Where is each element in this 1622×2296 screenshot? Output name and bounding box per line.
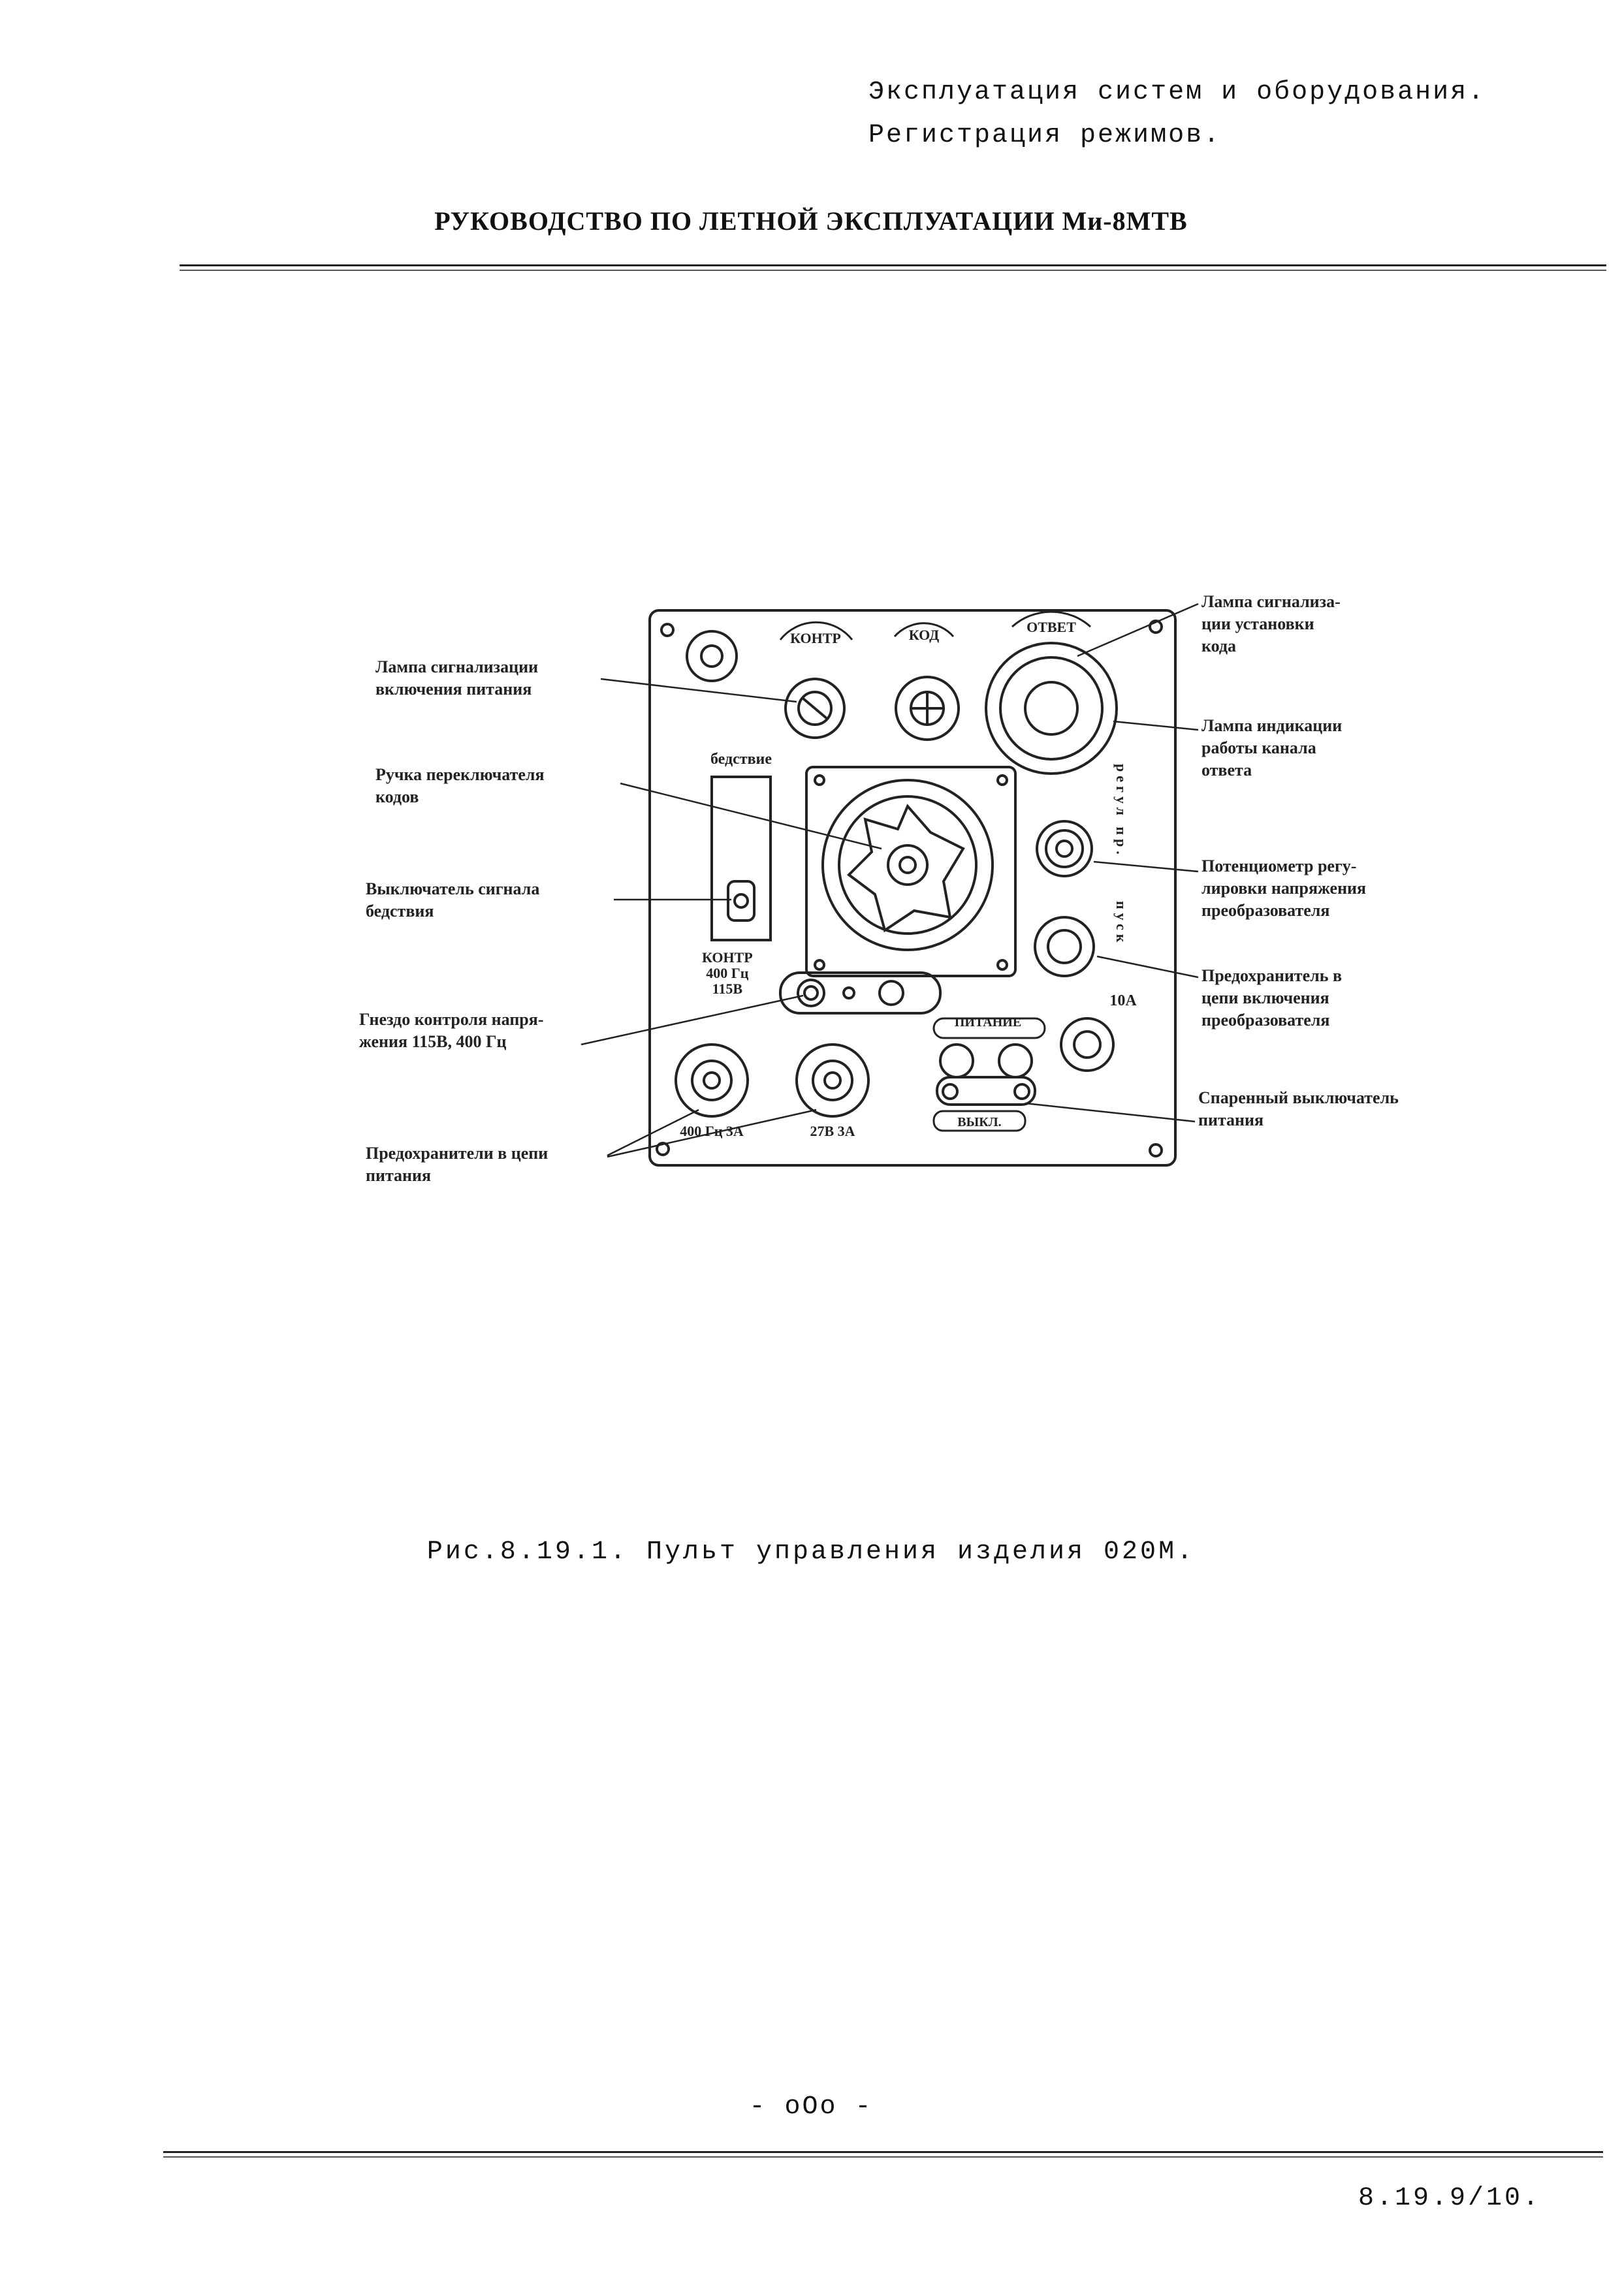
screw-icon [1150,1144,1162,1156]
label-potentiometer: Потенциометр регу- лировки напряжения преобразователя [1201,857,1367,920]
voltage-control-mark: КОНТР 400 Гц 115В [702,949,753,997]
response-lamp-icon [986,643,1117,774]
figure-caption: Рис.8.19.1. Пульт управления изделия 020М. [426,1537,1196,1567]
vertical-reg-mark: регул пр. [1113,764,1130,858]
section-title-line1: Эксплуатация систем и оборудования. [868,78,1486,107]
label-dual-switch: Спаренный выключатель питания [1198,1088,1399,1129]
header-rule [180,264,1606,266]
label-code-selector: Ручка переключателя кодов [375,765,545,806]
header-rule-secondary [180,270,1606,271]
fuse3-mark: 10А [1109,992,1137,1009]
control-panel-figure [346,574,1456,1227]
vertical-pusk-mark: пуск [1113,901,1130,947]
power-switch-right-icon [999,1045,1032,1077]
screw-icon [661,624,673,636]
otvet-mark: ОТВЕТ [1026,619,1076,635]
label-power-fuses: Предохранители в цепи питания [366,1144,549,1185]
code-selector-knob-icon [849,806,963,930]
page-number: 8.19.9/10. [1358,2184,1542,2213]
label-power-lamp: Лампа сигнализации включения питания [375,657,539,699]
label-distress-switch: Выключатель сигнала бедствия [366,879,540,920]
voltage-socket-icon [798,980,824,1006]
small-knob-icon [687,631,737,681]
fuse2-mark: 27В 3А [810,1123,855,1139]
fuse-27v-icon [797,1045,868,1116]
manual-title: РУКОВОДСТВО ПО ЛЕТНОЙ ЭКСПЛУАТАЦИИ Ми-8МТВ [434,206,1188,236]
label-converter-fuse: Предохранитель в цепи включения преобразователя [1201,966,1342,1030]
label-voltage-socket: Гнездо контроля напря- жения 115В, 400 Гц [359,1010,544,1051]
distress-mark: бедствие [710,751,772,768]
label-code-lamp: Лампа сигнализа- ции установки кода [1201,592,1341,655]
distress-switch-housing [712,777,771,940]
kontr-mark: КОНТР [790,630,841,646]
fuse-10a-icon [1035,917,1094,976]
bottom-right-fuse-icon [1061,1018,1113,1071]
distress-switch-icon [728,881,754,920]
end-separator: - oOo - [749,2092,873,2122]
power-switch-left-icon [940,1045,973,1077]
power-mark: ПИТАНИЕ [954,1015,1022,1030]
fuse-400hz-icon [676,1045,748,1116]
section-title-line2: Регистрация режимов. [868,121,1222,150]
fuse1-mark: 400 Гц 3А [680,1123,744,1139]
footer-rule [163,2151,1603,2153]
off-mark: ВЫКЛ. [957,1115,1002,1129]
footer-rule-secondary [163,2156,1603,2158]
label-response-lamp: Лампа индикации работы канала ответа [1201,716,1343,779]
kod-mark: КОД [908,627,940,643]
dual-switch-bar [937,1077,1035,1105]
